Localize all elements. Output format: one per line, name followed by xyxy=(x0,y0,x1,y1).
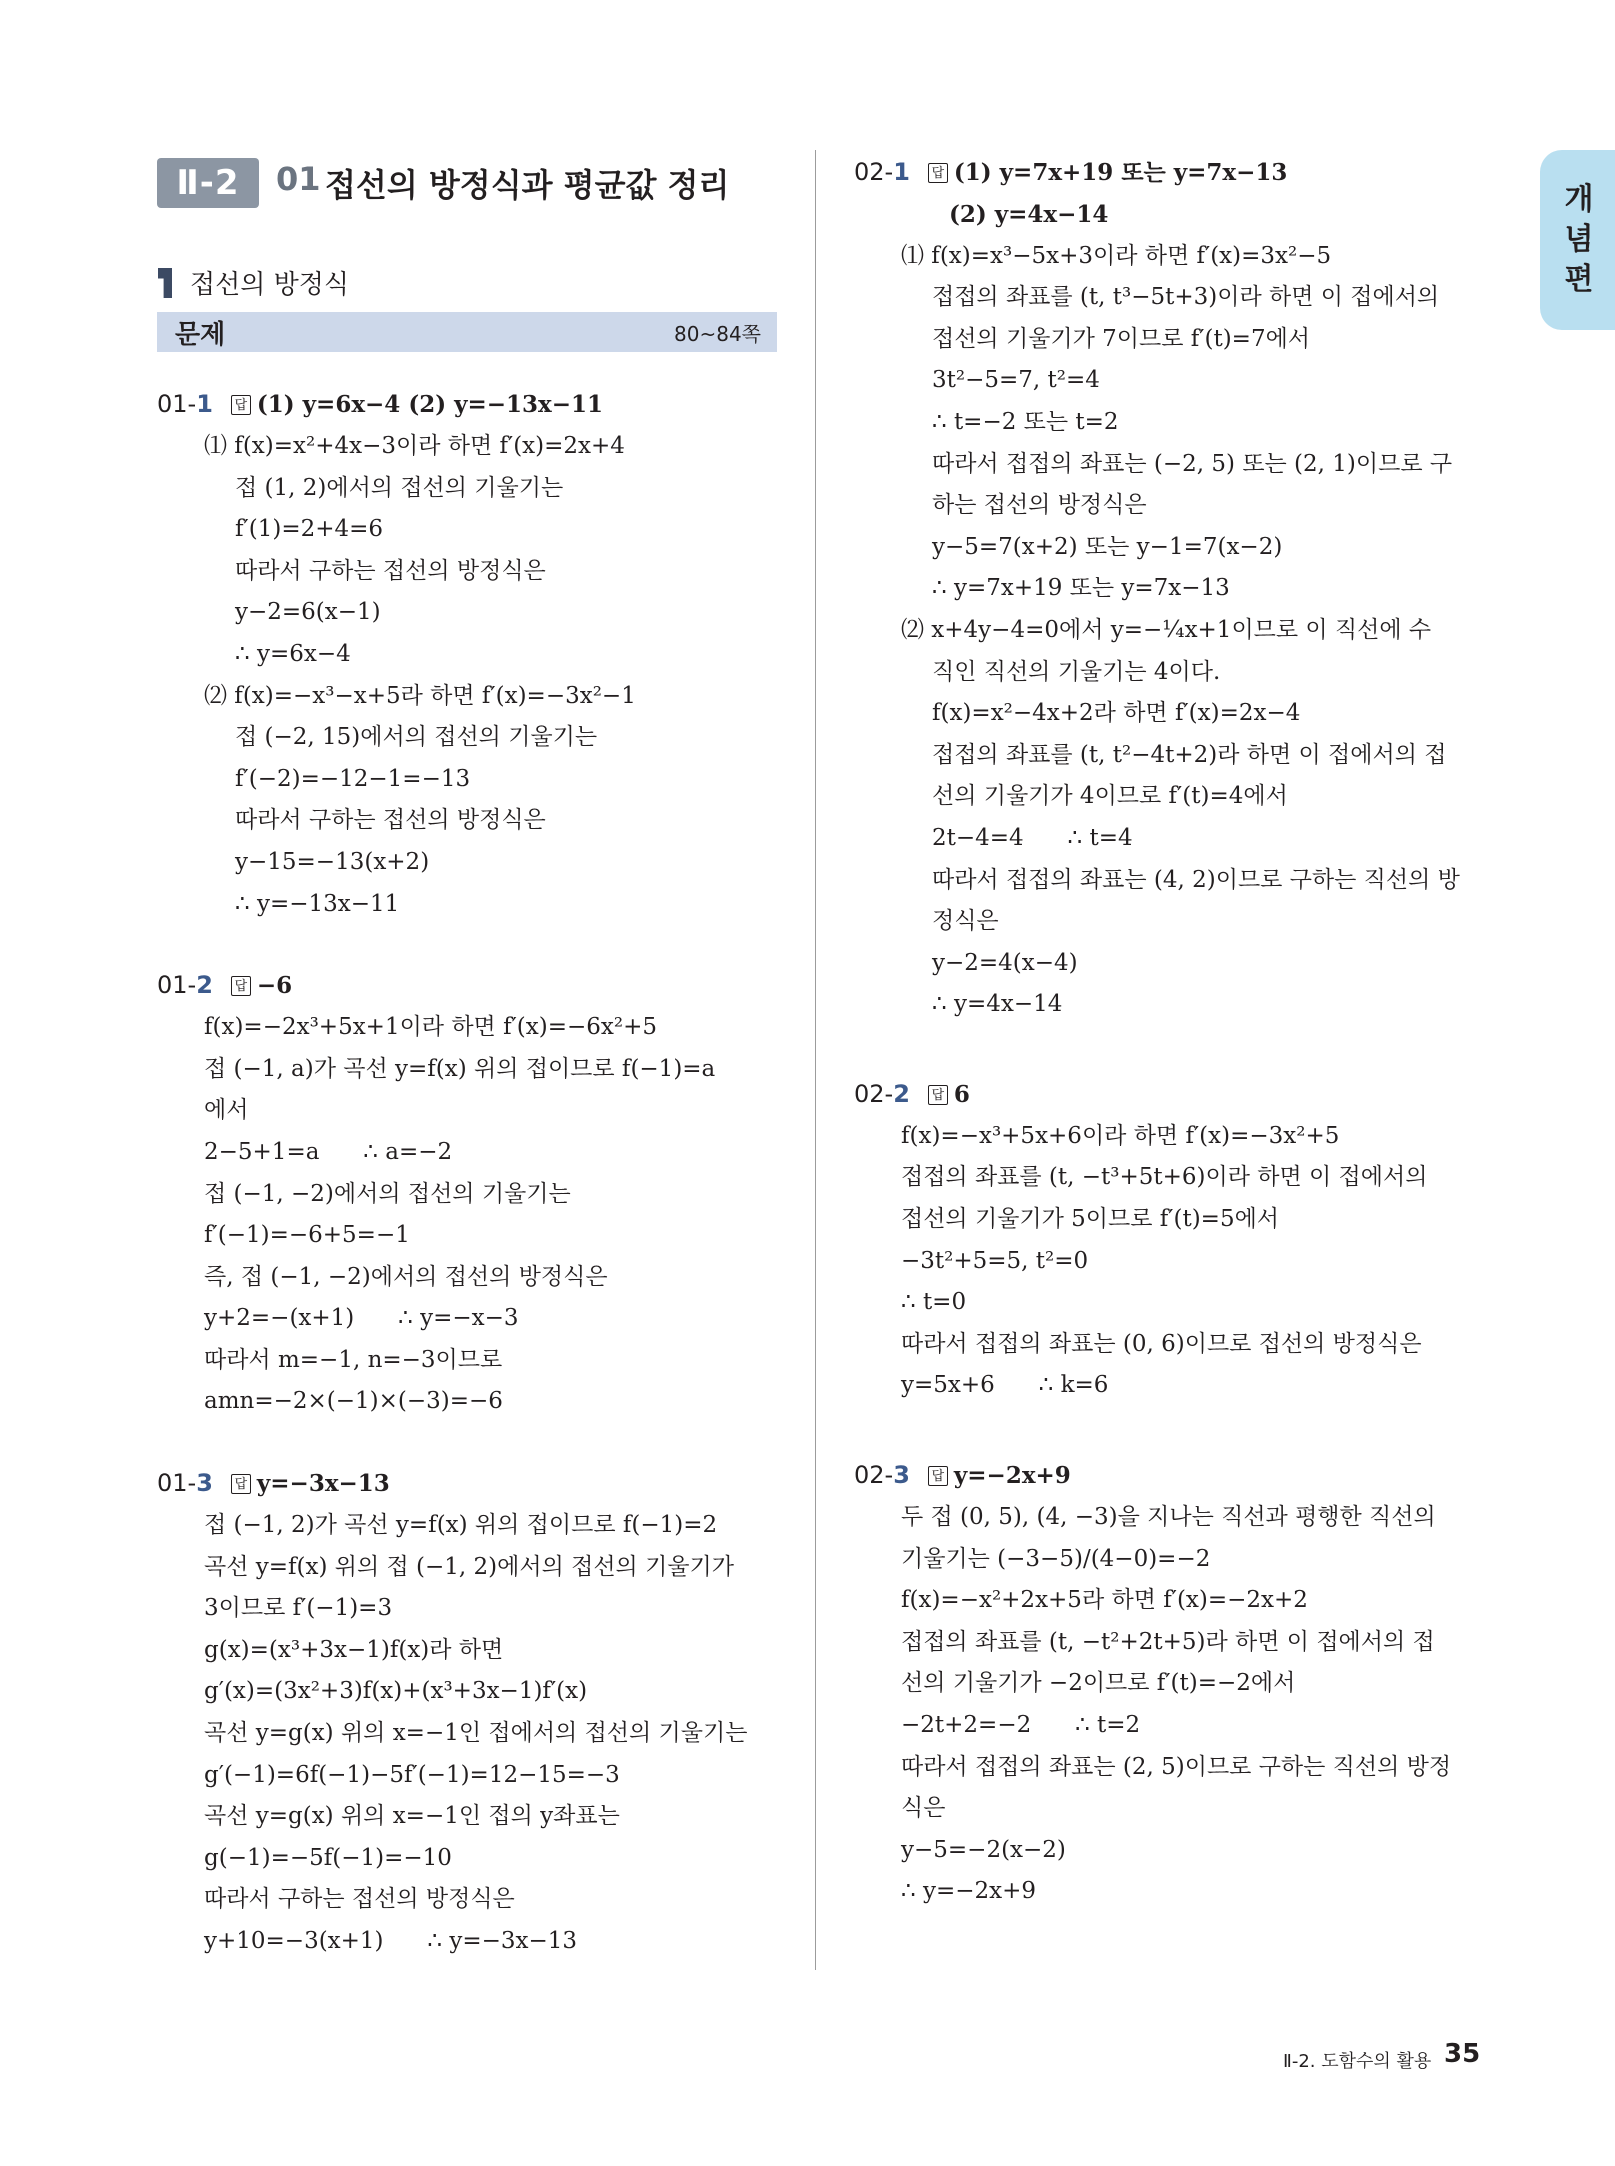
solution-line: f(x)=−x³+5x+6이라 하면 f′(x)=−3x²+5 xyxy=(901,1122,1340,1149)
answer-icon: 답 xyxy=(231,395,251,415)
problem-block xyxy=(157,965,787,1423)
problem-number-prefix: 02- xyxy=(854,1080,894,1109)
solution-line: f(x)=x²−4x+2라 하면 f′(x)=2x−4 xyxy=(932,700,1301,727)
solution-line: 따라서 구하는 접선의 방정식은 xyxy=(235,557,546,584)
problem-number xyxy=(157,384,213,426)
solution-line: −3t²+5=5, t²=0 xyxy=(901,1247,1089,1274)
solution-line: ∴ t=−2 또는 t=2 xyxy=(932,408,1119,435)
solution-line: 따라서 접접의 좌표는 (4, 2)이므로 구하는 직선의 방 xyxy=(932,866,1460,893)
problem-number xyxy=(157,1463,213,1505)
answer-icon: 답 xyxy=(928,163,948,183)
solution-line: ⑴ f(x)=x²+4x−3이라 하면 f′(x)=2x+4 xyxy=(204,433,625,459)
solution-line: 접 (−2, 15)에서의 접선의 기울기는 xyxy=(235,724,598,751)
left-column xyxy=(157,384,787,1963)
solution-line: f′(−2)=−12−1=−13 xyxy=(235,765,471,792)
section-marker-icon xyxy=(158,268,172,298)
solution-line: amn=−2×(−1)×(−3)=−6 xyxy=(204,1388,503,1415)
solution-line: 2t−4=4 ∴ t=4 xyxy=(932,824,1133,851)
solution-line: ∴ y=7x+19 또는 y=7x−13 xyxy=(932,575,1230,602)
solution-line: ⑵ x+4y−4=0에서 y=−¼x+1이므로 이 직선에 수 xyxy=(901,616,1432,643)
problem-number xyxy=(157,965,213,1007)
problem-number-suffix: 2 xyxy=(196,971,213,1000)
solution-line: 따라서 접접의 좌표는 (−2, 5) 또는 (2, 1)이므로 구 xyxy=(932,450,1453,477)
problem-header xyxy=(854,1455,1484,1497)
problem-number-suffix: 1 xyxy=(893,158,910,187)
problem-header xyxy=(854,152,1484,194)
solution-line: −2t+2=−2 ∴ t=2 xyxy=(901,1712,1141,1738)
answer-text: 6 xyxy=(953,1081,970,1109)
solution-line: y−15=−13(x+2) xyxy=(235,848,430,875)
topic-pages: 80~84쪽 xyxy=(674,321,761,346)
solution-line: 3이므로 f′(−1)=3 xyxy=(204,1595,393,1622)
solution-line: 따라서 구하는 접선의 방정식은 xyxy=(235,807,546,834)
right-column xyxy=(854,152,1484,1913)
answer-text: y=−3x−13 xyxy=(256,1470,390,1498)
solution-line: f(x)=−x²+2x+5라 하면 f′(x)=−2x+2 xyxy=(901,1587,1308,1614)
solution-line: 두 접 (0, 5), (4, −3)을 지나는 직선과 평행한 직선의 xyxy=(901,1504,1436,1531)
solution-line: y=5x+6 ∴ k=6 xyxy=(901,1372,1109,1399)
problem-header xyxy=(854,1074,1484,1116)
answer-icon: 답 xyxy=(928,1466,948,1486)
solution-line: ∴ y=4x−14 xyxy=(932,991,1063,1018)
problem-number-suffix: 2 xyxy=(893,1080,910,1109)
solution-line: f′(1)=2+4=6 xyxy=(235,516,384,543)
chapter-number: 01 xyxy=(276,160,321,198)
solution-line: g(x)=(x³+3x−1)f(x)라 하면 xyxy=(204,1636,504,1663)
solution-line: f(x)=−2x³+5x+1이라 하면 f′(x)=−6x²+5 xyxy=(204,1014,657,1041)
problem-number xyxy=(854,1455,910,1497)
solution-line: 하는 접선의 방정식은 xyxy=(932,492,1147,519)
solution-line: 접 (−1, a)가 곡선 y=f(x) 위의 접이므로 f(−1)=a xyxy=(204,1055,716,1082)
solution-line: g(−1)=−5f(−1)=−10 xyxy=(204,1844,452,1871)
solution-line: 3t²−5=7, t²=4 xyxy=(932,367,1100,394)
problem-block xyxy=(854,152,1484,1026)
solution-line: g′(x)=(3x²+3)f(x)+(x³+3x−1)f′(x) xyxy=(204,1678,588,1705)
answer-text: y=−2x+9 xyxy=(953,1462,1071,1490)
solution-line: 직인 직선의 기울기는 4이다. xyxy=(932,658,1221,685)
solution-line: 접 (−1, 2)가 곡선 y=f(x) 위의 접이므로 f(−1)=2 xyxy=(204,1512,718,1539)
problem-number-suffix: 3 xyxy=(196,1469,213,1498)
solution-line: 접 (1, 2)에서의 접선의 기울기는 xyxy=(235,474,564,501)
answer-text: (1) y=7x+19 또는 y=7x−13 xyxy=(953,159,1288,187)
side-tab-char: 개 xyxy=(1564,182,1594,217)
problem-block xyxy=(157,384,787,925)
page-number: 35 xyxy=(1444,2039,1481,2069)
solution-line: ∴ y=−13x−11 xyxy=(235,890,400,917)
side-tab-char: 념 xyxy=(1564,222,1594,257)
solution-line: 곡선 y=f(x) 위의 접 (−1, 2)에서의 접선의 기울기가 xyxy=(204,1553,734,1580)
solution-line: y−2=4(x−4) xyxy=(932,949,1078,976)
problem-block xyxy=(854,1074,1484,1407)
solution-line: ∴ y=−2x+9 xyxy=(901,1878,1036,1905)
solution-line: ⑴ f(x)=x³−5x+3이라 하면 f′(x)=3x²−5 xyxy=(901,242,1332,269)
solution-line: ∴ t=0 xyxy=(901,1289,967,1316)
solution-line: y−5=7(x+2) 또는 y−1=7(x−2) xyxy=(932,533,1283,560)
solution-line: y−2=6(x−1) xyxy=(235,599,381,626)
solution-line: 접 (−1, −2)에서의 접선의 기울기는 xyxy=(204,1180,571,1207)
topic-label: 문제 xyxy=(175,319,226,350)
answer-text-continued: (2) y=4x−14 xyxy=(949,201,1109,228)
solution-line: 따라서 구하는 접선의 방정식은 xyxy=(204,1886,515,1913)
solution-line: 곡선 y=g(x) 위의 x=−1인 접의 y좌표는 xyxy=(204,1803,620,1830)
problem-number-suffix: 1 xyxy=(196,390,213,419)
solution-line: 곡선 y=g(x) 위의 x=−1인 접에서의 접선의 기울기는 xyxy=(204,1720,748,1747)
solution-line: g′(−1)=6f(−1)−5f′(−1)=12−15=−3 xyxy=(204,1761,620,1788)
column-divider xyxy=(815,150,816,1970)
solution-line: ∴ y=6x−4 xyxy=(235,640,351,667)
chapter-title: 접선의 방정식과 평균값 정리 xyxy=(325,166,730,204)
solution-line: 즉, 접 (−1, −2)에서의 접선의 방정식은 xyxy=(204,1263,608,1290)
problem-block xyxy=(157,1463,787,1963)
solution-line: 따라서 접접의 좌표는 (2, 5)이므로 구하는 직선의 방정 xyxy=(901,1753,1452,1780)
problem-number-prefix: 01- xyxy=(157,971,197,1000)
solution-line: 식은 xyxy=(901,1795,946,1822)
solution-line: f′(−1)=−6+5=−1 xyxy=(204,1222,410,1249)
solution-line: 접접의 좌표를 (t, −t²+2t+5)라 하면 이 접에서의 접 xyxy=(901,1628,1435,1655)
problem-header xyxy=(157,384,787,426)
solution-line: y+2=−(x+1) ∴ y=−x−3 xyxy=(204,1305,519,1332)
solution-line: 따라서 접접의 좌표는 (0, 6)이므로 접선의 방정식은 xyxy=(901,1330,1422,1357)
solution-line: y+10=−3(x+1) ∴ y=−3x−13 xyxy=(204,1928,578,1954)
solution-line: 따라서 m=−1, n=−3이므로 xyxy=(204,1346,503,1373)
problem-header xyxy=(157,1463,787,1505)
side-tab-char: 편 xyxy=(1564,262,1594,297)
section-title: 접선의 방정식 xyxy=(190,270,349,300)
answer-text: −6 xyxy=(256,972,293,1000)
solution-line: 접선의 기울기가 5이므로 f′(t)=5에서 xyxy=(901,1206,1280,1233)
problem-number xyxy=(854,1074,910,1116)
solution-line: 선의 기울기가 4이므로 f′(t)=4에서 xyxy=(932,783,1288,810)
problem-number-prefix: 01- xyxy=(157,1469,197,1498)
answer-text: (1) y=6x−4 (2) y=−13x−11 xyxy=(256,391,603,419)
problem-number xyxy=(854,152,910,194)
solution-line: 접접의 좌표를 (t, t²−4t+2)라 하면 이 접에서의 접 xyxy=(932,741,1447,768)
problem-number-prefix: 01- xyxy=(157,390,197,419)
problem-block xyxy=(854,1455,1484,1913)
solution-line: 기울기는 (−3−5)/(4−0)=−2 xyxy=(901,1545,1211,1572)
topic-bar xyxy=(157,312,777,352)
problem-number-prefix: 02- xyxy=(854,1461,894,1490)
solution-line: y−5=−2(x−2) xyxy=(901,1836,1066,1863)
chapter-badge: Ⅱ-2 xyxy=(157,158,259,208)
solution-line: 에서 xyxy=(204,1097,249,1124)
problem-number-prefix: 02- xyxy=(854,158,894,187)
side-tab xyxy=(1540,150,1615,330)
solution-line: 접접의 좌표를 (t, −t³+5t+6)이라 하면 이 접에서의 xyxy=(901,1164,1428,1191)
solution-line: ⑵ f(x)=−x³−x+5라 하면 f′(x)=−3x²−1 xyxy=(204,682,636,709)
solution-line: 접선의 기울기가 7이므로 f′(t)=7에서 xyxy=(932,325,1311,352)
problem-number-suffix: 3 xyxy=(893,1461,910,1490)
answer-icon: 답 xyxy=(928,1085,948,1105)
answer-icon: 답 xyxy=(231,1474,251,1494)
problem-header xyxy=(157,965,787,1007)
solution-line: 선의 기울기가 −2이므로 f′(t)=−2에서 xyxy=(901,1670,1296,1697)
solution-line: 접접의 좌표를 (t, t³−5t+3)이라 하면 이 접에서의 xyxy=(932,284,1440,311)
solution-line: 정식은 xyxy=(932,908,999,935)
answer-icon: 답 xyxy=(231,976,251,996)
footer-section: Ⅱ-2. 도함수의 활용 xyxy=(1283,2051,1432,2072)
solution-line: 2−5+1=a ∴ a=−2 xyxy=(204,1138,453,1165)
